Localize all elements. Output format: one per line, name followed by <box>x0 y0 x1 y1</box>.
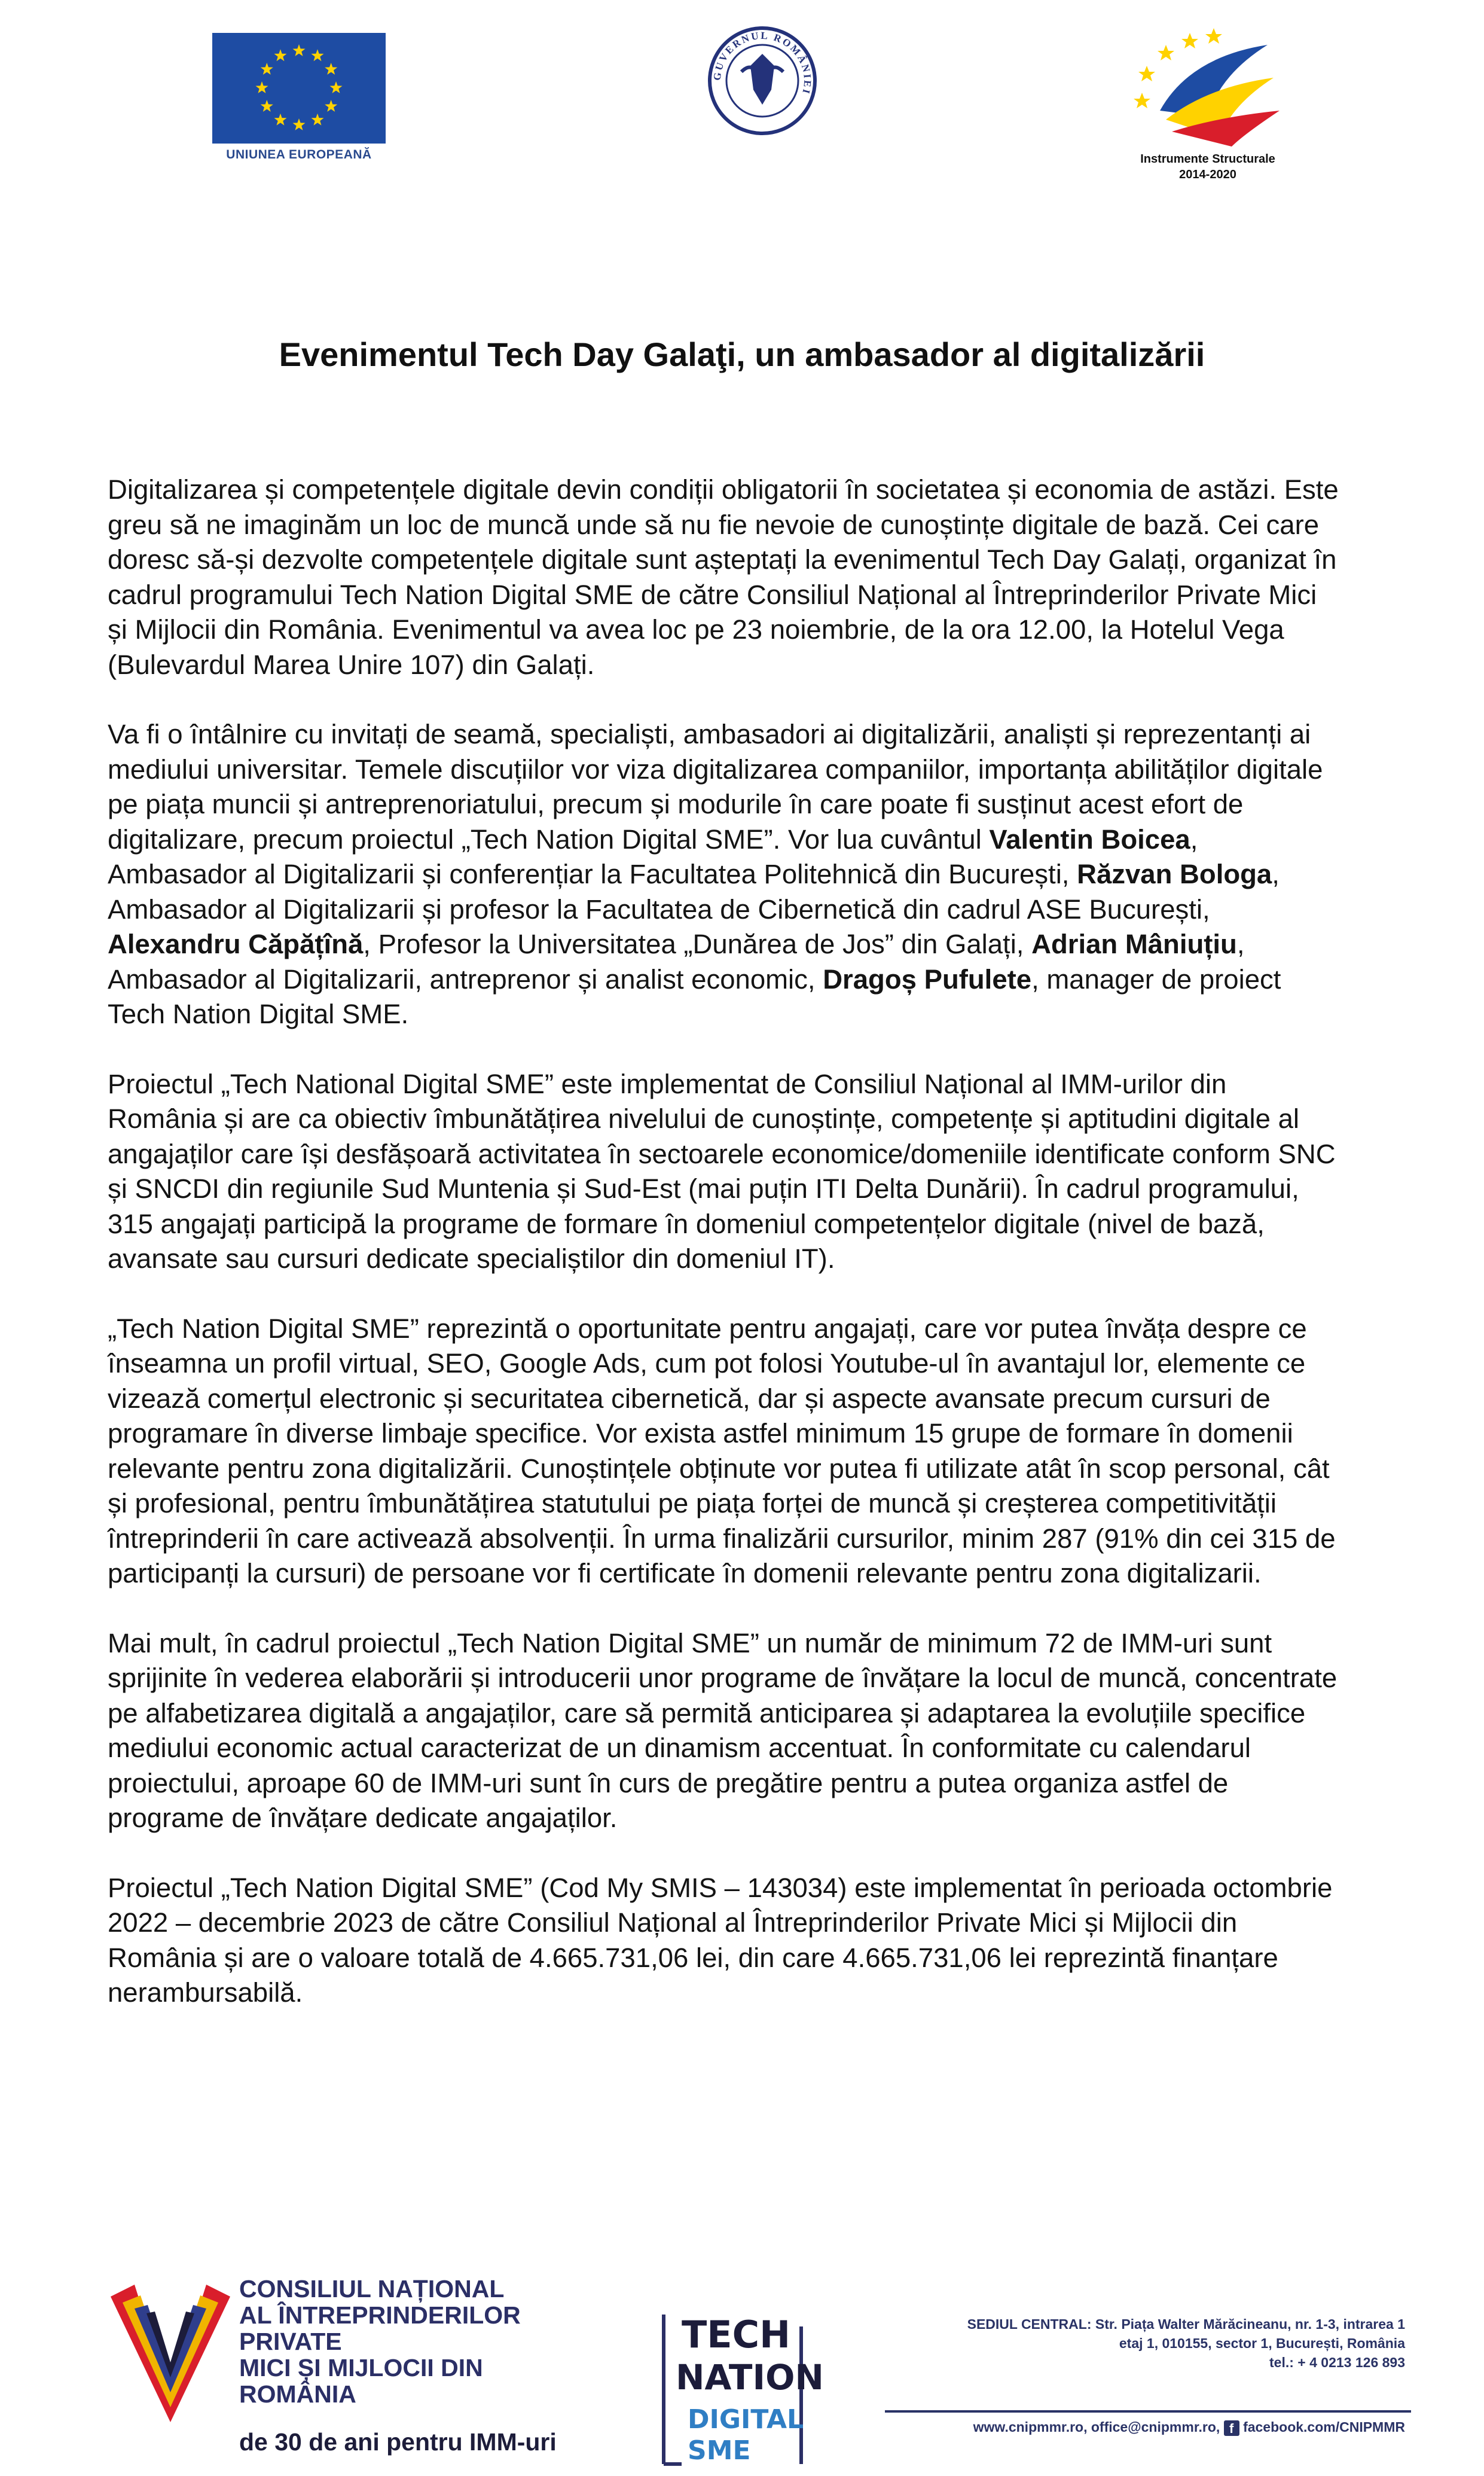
text-segment: , Ambasador al Digitalizarii și profesor la Facultatea de Cibernetică din cadrul ASE București, <box>108 859 1280 925</box>
paragraph-opportunity: „Tech Nation Digital SME” reprezintă o oportunitate pentru angajați, care vor putea învăța despre ce înseamna un profil virtual, SEO, Google Ads, cum pot folosi Youtube-ul în avantajul lor, elemente ce vizează comerțul electronic și securitatea cibernetică, dar și aspecte avansate precum cursuri de programare în diverse limbaje specifice. Vor exista astfel minimum 15 grupe de formare în domenii relevante pentru zona digitalizării. Cunoștințele obținute vor putea fi utilizate atât în scop personal, cât și profesional, pentru îmbunătățirea statutului pe piața forței de muncă și creșterea competitivității întreprinderii în care activează absolvenții. În urma finalizării cursurilor, minim 287 (91% din cei 315 de participanți la cursuri) de persoane vor fi certificate în domenii relevante pentru zona digitalizarii. <box>108 1313 1336 1588</box>
speaker-name: Adrian Mâniuțiu <box>1031 929 1237 959</box>
cnipmmr-anniversary: de 30 de ani pentru IMM-uri <box>239 2428 557 2456</box>
tech-nation-line-3: DIGITAL <box>688 2404 804 2435</box>
facebook-link[interactable]: facebook.com/CNIPMMR <box>1243 2419 1405 2435</box>
text-segment: , Profesor la Universitatea „Dunărea de Jos” din Galați, <box>363 929 1032 959</box>
text-segment: , Ambasador al Digitalizarii și conferențiar la Facultatea Politehnică din București, <box>108 824 1198 889</box>
tech-nation-logo-icon <box>658 2303 824 2476</box>
contact-links <box>885 2419 1405 2436</box>
tech-nation-line-4: SME <box>688 2435 751 2466</box>
tech-nation-line-2: NATION <box>676 2357 824 2398</box>
eu-star <box>261 100 273 112</box>
speaker-name: Răzvan Bologa <box>1077 859 1272 889</box>
eu-star <box>312 49 324 61</box>
eu-star <box>325 63 337 75</box>
tech-nation-line-1: TECH <box>682 2313 791 2356</box>
eu-star <box>293 44 306 56</box>
government-seal <box>706 24 819 138</box>
text-segment: , Ambasador al Digitalizarii, antreprenor și analist economic, <box>108 929 1245 995</box>
structural-instruments-caption <box>1118 151 1297 182</box>
caption-line-1: Instrumente Structurale <box>1140 153 1275 166</box>
document-body <box>108 472 1339 2045</box>
address-line-1: SEDIUL CENTRAL: Str. Piața Walter Mărăcineanu, nr. 1-3, intrarea 1 <box>967 2316 1405 2332</box>
eu-star <box>256 81 268 93</box>
cnipmmr-line-3: MICI ȘI MIJLOCII DIN ROMÂNIA <box>239 2354 483 2408</box>
cnipmmr-line-1: CONSILIUL NAȚIONAL <box>239 2275 505 2303</box>
footer-divider <box>885 2410 1411 2413</box>
footer <box>0 2267 1484 2473</box>
structural-instruments-icon <box>1118 21 1297 150</box>
text-segment: , manager de proiect Tech Nation Digital SME. <box>108 963 1281 1029</box>
text-segment: Va fi o întâlnire cu invitați de seamă, specialiști, ambasadori ai digitalizării, analiști și reprezentanți ai mediului universitar. Temele discuțiilor vor viza digitalizarea companiilor, importanța abilităților digitale pe piața muncii și antreprenoriatului, precum și modurile în care poate fi susținut acest efort de digitalizare, precum proiectul „Tech Nation Digital SME”. Vor lua cuvântul <box>108 719 1323 855</box>
paragraph-project: Proiectul „Tech National Digital SME” este implementat de Consiliul Național al IMM-urilor din România și are ca obiectiv îmbunătățirea nivelului de cunoștințe, competențe și aptitudini digitale al angajaților care își desfășoară activitatea în sectoarele economice/domeniile identificate conform SNC și SNCDI din regiunile Sud Muntenia și Sud-Est (mai puțin ITI Delta Dunării). În cadrul programului, 315 angajați participă la programe de formare în domeniul competențelor digitale (nivel de bază, avansate sau cursuri dedicate specialiștilor din domeniul IT). <box>108 1068 1336 1274</box>
paragraph-funding: Proiectul „Tech Nation Digital SME” (Cod My SMIS – 143034) este implementat în perioada octombrie 2022 – decembrie 2023 de către Consiliul Național al Întreprinderilor Private Mici și Mijlocii din România și are o valoare totală de 4.665.731,06 lei, din care 4.665.731,06 lei reprezintă finanțare nerambursabilă. <box>108 1872 1333 2008</box>
eu-star <box>330 81 343 93</box>
speaker-name: Valentin Boicea <box>989 824 1190 855</box>
cnipmmr-line-2: AL ÎNTREPRINDERILOR PRIVATE <box>239 2301 521 2355</box>
eu-star <box>274 49 287 61</box>
caption-line-2: 2014-2020 <box>1179 168 1236 181</box>
speaker-name: Alexandru Căpățînă <box>108 929 364 959</box>
eu-logo <box>209 33 389 170</box>
address-line-2: etaj 1, 010155, sector 1, București, România <box>1119 2335 1405 2351</box>
eu-star <box>261 63 273 75</box>
eu-caption: UNIUNEA EUROPEANĂ <box>226 148 372 161</box>
eu-star <box>293 118 306 130</box>
website-email[interactable]: www.cnipmmr.ro, office@cnipmmr.ro, <box>973 2419 1220 2435</box>
cnipmmr-chevron-icon <box>111 2279 230 2422</box>
cnipmmr-name <box>239 2276 598 2407</box>
eu-flag <box>212 33 386 144</box>
paragraph-intro: Digitalizarea și competențele digitale devin condiții obligatorii în societatea și economia de astăzi. Este greu să ne imaginăm un loc de muncă unde să nu fie nevoie de cunoștințe digitale de bază. Cei care doresc să-și dezvolte competențele digitale sunt așteptați la evenimentul Tech Day Galați, organizat în cadrul programului Tech Nation Digital SME de către Consiliul Național al Întreprinderilor Private Mici și Mijlocii din România. Evenimentul va avea loc pe 23 noiembrie, de la ora 12.00, la Hotelul Vega (Bulevardul Marea Unire 107) din Galați. <box>108 474 1339 680</box>
document-title: Evenimentul Tech Day Galaţi, un ambasador al digitalizării <box>279 336 1205 373</box>
paragraph-sme-support: Mai mult, în cadrul proiectul „Tech Nation Digital SME” un număr de minimum 72 de IMM-uri sunt sprijinite în vederea elaborării și introducerii unor programe de învățare la locul de muncă, concentrate pe alfabetizarea digitală a angajaților, care să permită anticiparea și adaptarea la evoluțiile specifice mediului economic actual caracterizat de un dinamism accentuat. În conformitate cu calendarul proiectului, aproape 60 de IMM-uri sunt în curs de pregătire pentru a putea organiza astfel de programe de învățare dedicate angajaților. <box>108 1627 1338 1833</box>
eu-stars-icon <box>212 33 386 144</box>
eu-star <box>325 100 337 112</box>
eu-star <box>274 114 287 126</box>
speaker-name: Dragoș Pufulete <box>823 963 1032 995</box>
paragraph-speakers <box>108 717 1339 1032</box>
address-line-3: tel.: + 4 0213 126 893 <box>1269 2355 1405 2370</box>
structural-instruments-logo <box>1118 21 1297 182</box>
headquarters-address <box>915 2315 1405 2372</box>
seal-text: GUVERNUL ROMÂNIEI <box>711 29 814 97</box>
eu-star <box>312 114 324 126</box>
facebook-icon: f <box>1224 2420 1239 2436</box>
government-seal-icon <box>706 24 819 138</box>
